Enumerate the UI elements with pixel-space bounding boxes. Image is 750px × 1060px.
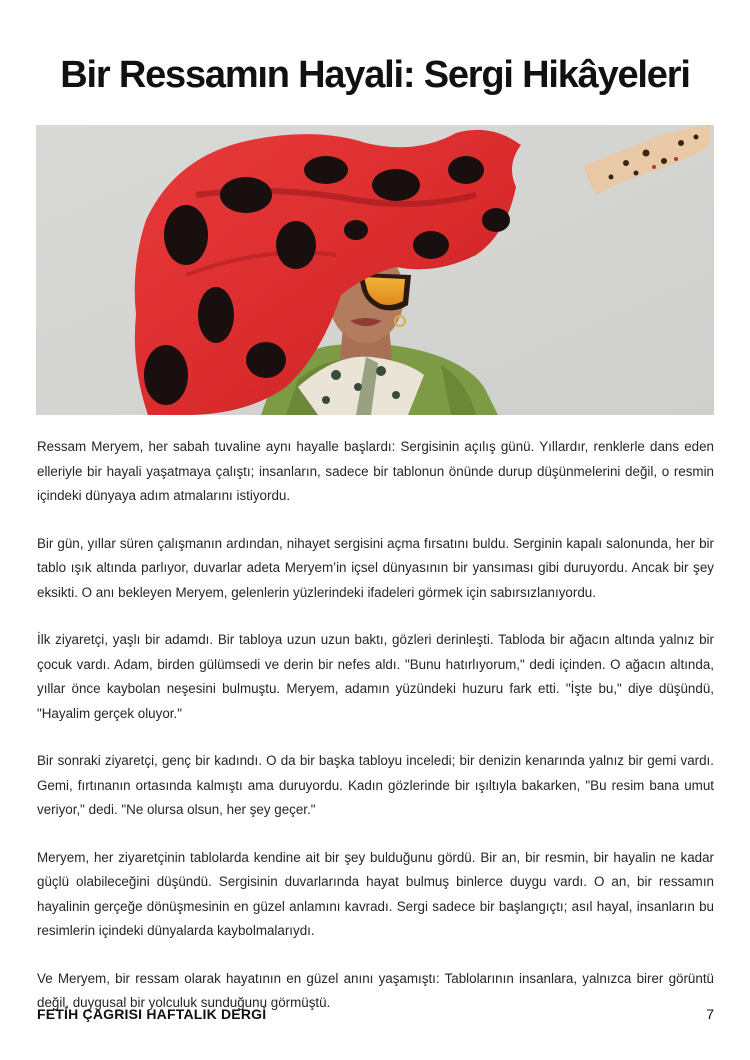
article-paragraph: Meryem, her ziyaretçinin tablolarda kendine ait bir şey bulduğunu gördü. Bir an, bir resmin, bir hayalin ne kadar güçlü olabileceğini düşündü. Sergisinin duvarlarında hayat bulmuş binlerce duygu vardı. O an, bir ressamın hayalinin gerçeğe dönüşmesinin en güzel anlamını kavradı. Sergi sadece bir başlangıçtı; asıl hayal, insanların bu resimlerin içindeki dünyalarda kaybolmalarıydı. (37, 849, 714, 938)
article-title: Bir Ressamın Hayali: Sergi Hikâyeleri (60, 54, 690, 96)
article-body (37, 435, 714, 1039)
article-paragraph: Bir gün, yıllar süren çalışmanın ardından, nihayet sergisini açma fırsatını buldu. Serginin kapalı salonunda, her bir tablo ışık altında parlıyor, duvarlar adeta Meryem’in içsel dünyasının bir yansıması gibi duruyordu. Ancak bir şey eksikti. O anı bekleyen Meryem, gelenlerin yüzlerindeki ifadeleri görmek için sabırsızlanıyordu. (37, 535, 714, 600)
hero-photo (36, 125, 714, 415)
article-paragraph: Ve Meryem, bir ressam olarak hayatının en güzel anını yaşamıştı: Tablolarının insanlara, yalnızca birer görüntü değil, duygusal bir yolculuk sunduğunu görmüştü. (37, 970, 714, 1010)
page-number: 7 (706, 1006, 714, 1022)
article-paragraph: Ressam Meryem, her sabah tuvaline aynı hayalle başlardı: Sergisinin açılış günü. Yıllardır, renklerle dans eden elleriyle bir hayali yaşatmaya çalıştı; insanların, sadece bir tablonun önünde durup düşünmelerini değil, o resmin içindeki dünyaya adım atmalarını istiyordu. (37, 439, 714, 503)
article-paragraph: İlk ziyaretçi, yaşlı bir adamdı. Bir tabloya uzun uzun baktı, gözleri derinleşti. Tabloda bir ağacın altında yalnız bir çocuk vardı. Adam, birden gülümsedi ve derin bir nefes aldı. "Bunu hatırlıyorum," dedi içinden. O ağacın altında, yıllar önce kaybolan neşesini bulmuştu. Meryem, adamın yüzündeki huzuru fark etti. "İşte bu," diye düşündü, "Hayalim gerçek oluyor." (37, 632, 714, 721)
article-paragraph: Bir sonraki ziyaretçi, genç bir kadındı. O da bir başka tabloyu inceledi; bir denizin kenarında yalnız bir gemi vardı. Gemi, fırtınanın ortasında kalmıştı ama duruyordu. Kadın gözlerinde bir ışıltıyla bakarken, "Bu resim bana umut veriyor," dedi. "Ne olursa olsun, her şey geçer." (37, 753, 714, 817)
footer-magazine-name: FETİH ÇAGRISI HAFTALIK DERGİ (37, 1006, 267, 1022)
